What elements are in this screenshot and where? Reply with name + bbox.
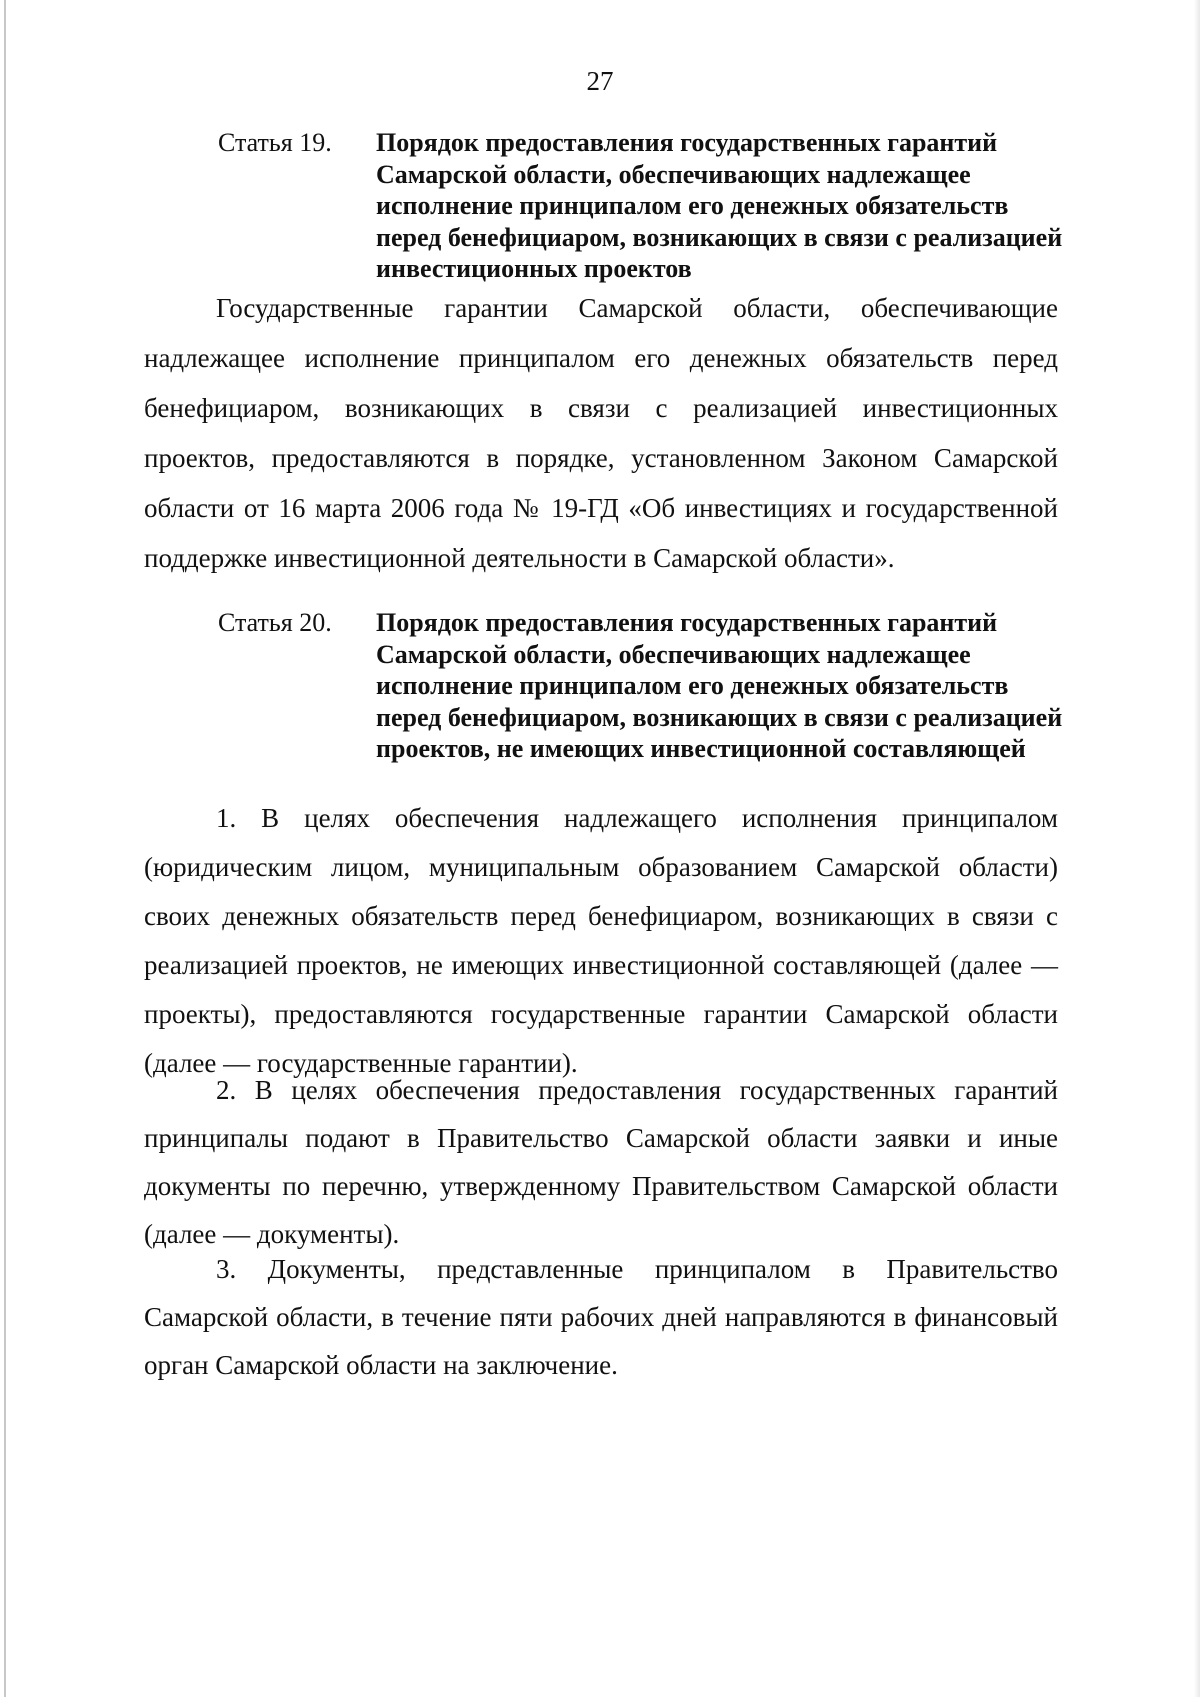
article-20-paragraph-1: 1. В целях обеспечения надлежащего исполнения принципалом (юридическим лицом, муниципальным образованием Самарской области) своих денежных обязательств перед бенефициаром, возникающих в связи с реализацией проектов, не имеющих инвестиционной составляющей (далее — проекты), предоставляются государственные гарантии Самарской области (далее — государственные гарантии). — [144, 803, 1058, 1078]
article-19-label: Статья 19. — [218, 128, 332, 157]
article-20-paragraph-2: 2. В целях обеспечения предоставления государственных гарантий принципалы подают в Правительство Самарской области заявки и иные документы по перечню, утвержденному Правительством Самарской области (далее — документы). — [144, 1075, 1058, 1249]
article-20-title: Порядок предоставления государственных гарантий Самарской области, обеспечивающих надлежащее исполнение принципалом его денежных обязательств перед бенефициаром, возникающих в связи с реализацией проектов, не имеющих инвестиционной составляющей — [376, 608, 1063, 763]
article-20-paragraph-3: 3. Документы, представленные принципалом в Правительство Самарской области, в течение пяти рабочих дней направляются в финансовый орган Самарской области на заключение. — [144, 1254, 1058, 1380]
page-number: 27 — [586, 66, 614, 96]
article-20-heading — [218, 607, 1078, 765]
page-right-edge — [1194, 0, 1200, 1697]
article-20-label: Статья 20. — [218, 608, 332, 637]
article-19-heading — [218, 127, 1078, 285]
article-19-title: Порядок предоставления государственных гарантий Самарской области, обеспечивающих надлежащее исполнение принципалом его денежных обязательств перед бенефициаром, возникающих в связи с реализацией инвестиционных проектов — [376, 128, 1063, 283]
page-left-edge — [4, 0, 6, 1697]
article-19-body: Государственные гарантии Самарской области, обеспечивающие надлежащее исполнение принципалом его денежных обязательств перед бенефициаром, возникающих в связи с реализацией инвестиционных проектов, предоставляются в порядке, установленном Законом Самарской области от 16 марта 2006 года № 19-ГД «Об инвестициях и государственной поддержке инвестиционной деятельности в Самарской области». — [144, 293, 1058, 573]
